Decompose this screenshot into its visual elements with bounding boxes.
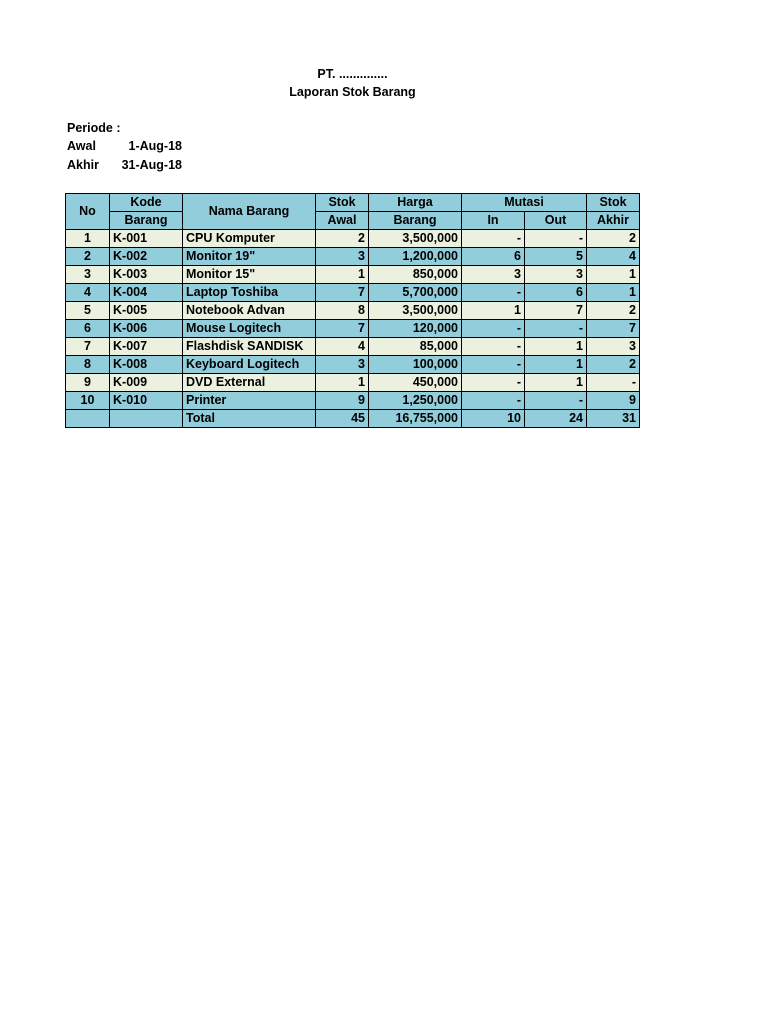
cell-kode: K-002 [110,248,183,266]
cell-harga: 3,500,000 [369,302,462,320]
cell-harga: 100,000 [369,356,462,374]
cell-no: 9 [66,374,110,392]
table-row [66,374,640,392]
cell-stok-awal: 1 [316,374,369,392]
cell-out: 7 [525,302,587,320]
period-end-label: Akhir [67,158,99,172]
cell-nama: Monitor 15" [183,266,316,284]
cell-out: 5 [525,248,587,266]
table-row [66,230,640,248]
cell-nama: Keyboard Logitech [183,356,316,374]
cell-no: 8 [66,356,110,374]
cell-stok-awal: 3 [316,356,369,374]
table-row [66,320,640,338]
cell-stok-awal: 9 [316,392,369,410]
header-mutasi: Mutasi [462,194,587,212]
header-stok-awal-sub: Awal [316,212,369,230]
cell-stok-awal: 2 [316,230,369,248]
cell-no: 2 [66,248,110,266]
total-harga: 16,755,000 [369,410,462,428]
total-empty-no [66,410,110,428]
cell-kode: K-003 [110,266,183,284]
cell-out: 3 [525,266,587,284]
cell-kode: K-001 [110,230,183,248]
cell-stok-akhir: 9 [587,392,640,410]
table-row [66,284,640,302]
cell-stok-awal: 3 [316,248,369,266]
report-title: Laporan Stok Barang [289,85,416,99]
period-start-label: Awal [67,139,96,153]
cell-nama: Notebook Advan [183,302,316,320]
cell-stok-akhir: 2 [587,302,640,320]
cell-in: 3 [462,266,525,284]
cell-kode: K-007 [110,338,183,356]
cell-harga: 450,000 [369,374,462,392]
cell-out: - [525,392,587,410]
table-row [66,266,640,284]
cell-out: 6 [525,284,587,302]
cell-kode: K-009 [110,374,183,392]
cell-no: 10 [66,392,110,410]
cell-harga: 1,200,000 [369,248,462,266]
cell-kode: K-006 [110,320,183,338]
cell-no: 6 [66,320,110,338]
cell-no: 7 [66,338,110,356]
table-row [66,392,640,410]
company-name: PT. .............. [317,67,388,81]
cell-out: 1 [525,338,587,356]
cell-in: - [462,338,525,356]
header-kode: Kode [110,194,183,212]
cell-nama: DVD External [183,374,316,392]
cell-harga: 3,500,000 [369,230,462,248]
total-out: 24 [525,410,587,428]
total-label: Total [183,410,316,428]
header-kode-sub: Barang [110,212,183,230]
cell-in: - [462,374,525,392]
cell-nama: Mouse Logitech [183,320,316,338]
total-stok-akhir: 31 [587,410,640,428]
cell-stok-akhir: - [587,374,640,392]
header-stok-akhir: Stok [587,194,640,212]
header-harga: Harga [369,194,462,212]
cell-stok-akhir: 7 [587,320,640,338]
cell-nama: Monitor 19" [183,248,316,266]
cell-out: - [525,320,587,338]
cell-stok-awal: 4 [316,338,369,356]
cell-in: - [462,230,525,248]
table-row [66,356,640,374]
cell-no: 3 [66,266,110,284]
total-empty-kode [110,410,183,428]
total-in: 10 [462,410,525,428]
cell-stok-awal: 7 [316,284,369,302]
period-end-value: 31-Aug-18 [121,158,182,172]
cell-stok-awal: 7 [316,320,369,338]
cell-harga: 5,700,000 [369,284,462,302]
header-stok-awal: Stok [316,194,369,212]
cell-in: - [462,320,525,338]
cell-no: 5 [66,302,110,320]
period-label: Periode : [67,121,121,135]
cell-stok-akhir: 2 [587,356,640,374]
header-nama-barang: Nama Barang [183,194,316,230]
table-row [66,302,640,320]
cell-out: - [525,230,587,248]
stock-report-table [65,193,640,428]
period-start-value: 1-Aug-18 [128,139,182,153]
cell-stok-akhir: 4 [587,248,640,266]
cell-stok-akhir: 1 [587,266,640,284]
cell-in: 1 [462,302,525,320]
cell-out: 1 [525,374,587,392]
cell-harga: 850,000 [369,266,462,284]
table-row [66,248,640,266]
cell-in: 6 [462,248,525,266]
cell-kode: K-008 [110,356,183,374]
cell-harga: 120,000 [369,320,462,338]
cell-stok-akhir: 3 [587,338,640,356]
cell-out: 1 [525,356,587,374]
cell-nama: Printer [183,392,316,410]
cell-stok-awal: 8 [316,302,369,320]
table-row [66,338,640,356]
cell-harga: 1,250,000 [369,392,462,410]
header-mutasi-out: Out [525,212,587,230]
cell-nama: Flashdisk SANDISK [183,338,316,356]
cell-nama: Laptop Toshiba [183,284,316,302]
total-stok-awal: 45 [316,410,369,428]
cell-nama: CPU Komputer [183,230,316,248]
cell-no: 4 [66,284,110,302]
header-no: No [66,194,110,230]
cell-no: 1 [66,230,110,248]
cell-in: - [462,392,525,410]
header-harga-sub: Barang [369,212,462,230]
cell-kode: K-004 [110,284,183,302]
cell-in: - [462,284,525,302]
cell-stok-akhir: 1 [587,284,640,302]
header-stok-akhir-sub: Akhir [587,212,640,230]
header-mutasi-in: In [462,212,525,230]
cell-kode: K-005 [110,302,183,320]
cell-kode: K-010 [110,392,183,410]
cell-in: - [462,356,525,374]
cell-harga: 85,000 [369,338,462,356]
cell-stok-awal: 1 [316,266,369,284]
cell-stok-akhir: 2 [587,230,640,248]
total-row [66,410,640,428]
